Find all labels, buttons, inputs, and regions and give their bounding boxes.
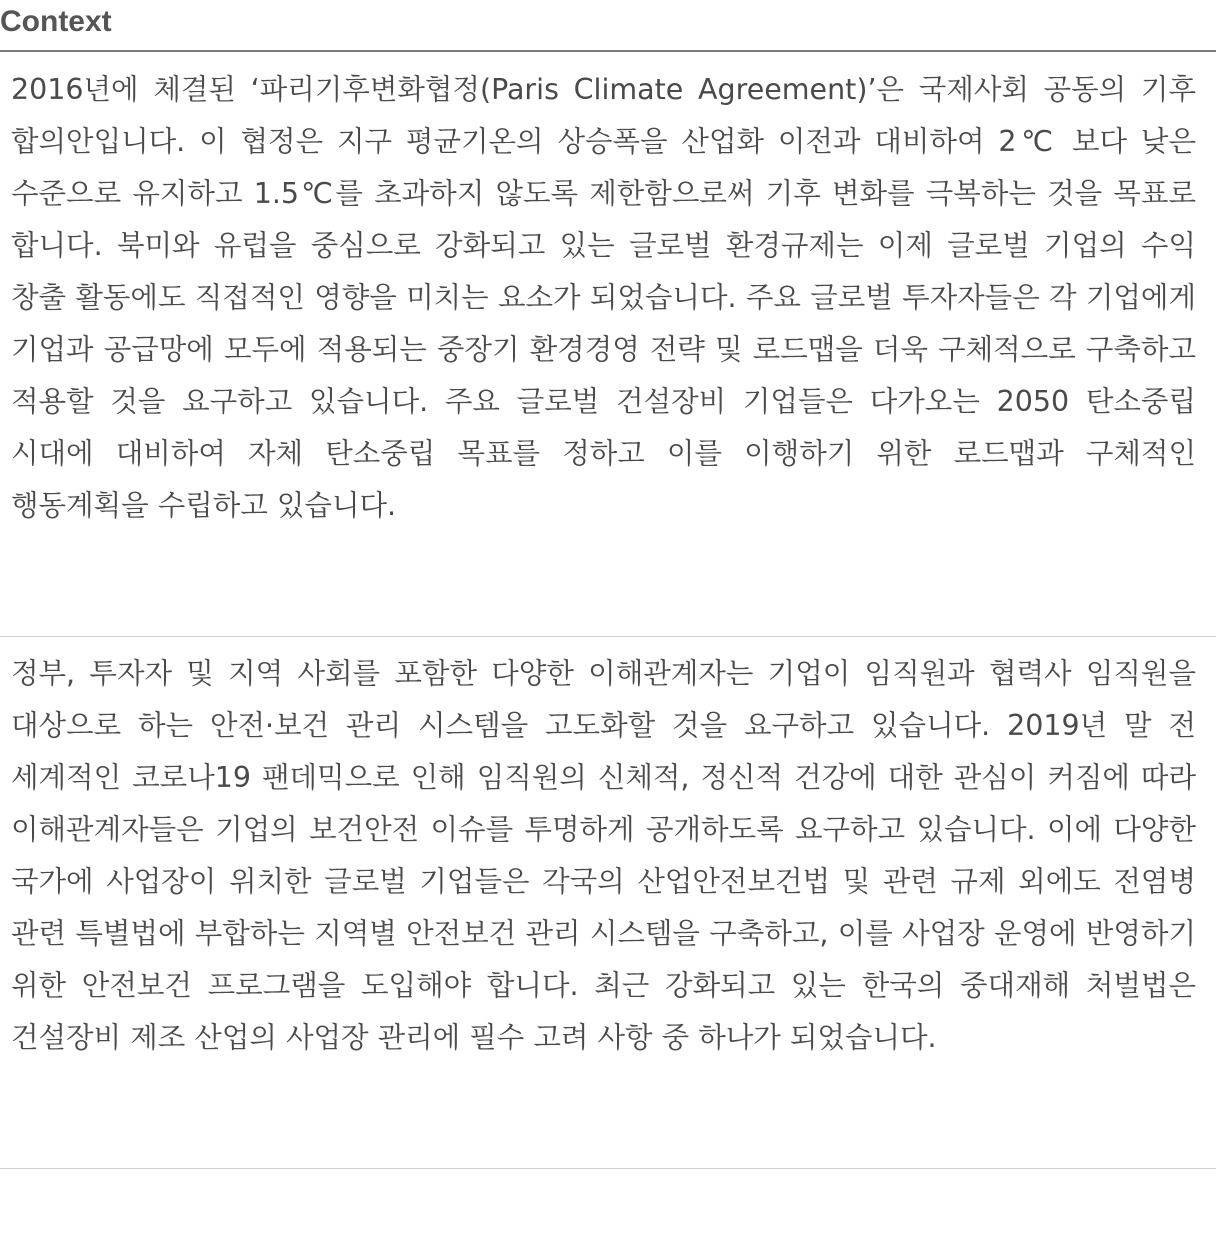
section-title: Context	[0, 5, 112, 38]
context-section-climate	[0, 53, 1216, 637]
context-section-safety	[0, 637, 1216, 1169]
context-header	[0, 0, 1216, 52]
context-paragraph: 2016년에 체결된 ‘파리기후변화협정(Paris Climate Agreement)’은 국제사회 공동의 기후 합의안입니다. 이 협정은 지구 평균기온의 상승폭을 산업화 이전과 대비하여 2℃ 보다 낮은 수준으로 유지하고 1.5℃를 초과하지 않도록 제한함으로써 기후 변화를 극복하는 것을 목표로 합니다. 북미와 유럽을 중심으로 강화되고 있는 글로벌 환경규제는 이제 글로벌 기업의 수익 창출 활동에도 직접적인 영향을 미치는 요소가 되었습니다. 주요 글로벌 투자자들은 각 기업에게 기업과 공급망에 모두에 적용되는 중장기 환경경영 전략 및 로드맵을 더욱 구체적으로 구축하고 적용할 것을 요구하고 있습니다. 주요 글로벌 건설장비 기업들은 다가오는 2050 탄소중립 시대에 대비하여 자체 탄소중립 목표를 정하고 이를 이행하기 위한 로드맵과 구체적인 행동계획을 수립하고 있습니다.	[11, 73, 1196, 522]
context-paragraph: 정부, 투자자 및 지역 사회를 포함한 다양한 이해관계자는 기업이 임직원과 협력사 임직원을 대상으로 하는 안전·보건 관리 시스템을 고도화할 것을 요구하고 있습니다. 2019년 말 전 세계적인 코로나19 팬데믹으로 인해 임직원의 신체적, 정신적 건강에 대한 관심이 커짐에 따라 이해관계자들은 기업의 보건안전 이슈를 투명하게 공개하도록 요구하고 있습니다. 이에 다양한 국가에 사업장이 위치한 글로벌 기업들은 각국의 산업안전보건법 및 관련 규제 외에도 전염병 관련 특별법에 부합하는 지역별 안전보건 관리 시스템을 구축하고, 이를 사업장 운영에 반영하기 위한 안전보건 프로그램을 도입해야 합니다. 최근 강화되고 있는 한국의 중대재해 처벌법은 건설장비 제조 산업의 사업장 관리에 필수 고려 사항 중 하나가 되었습니다.	[11, 657, 1196, 1054]
